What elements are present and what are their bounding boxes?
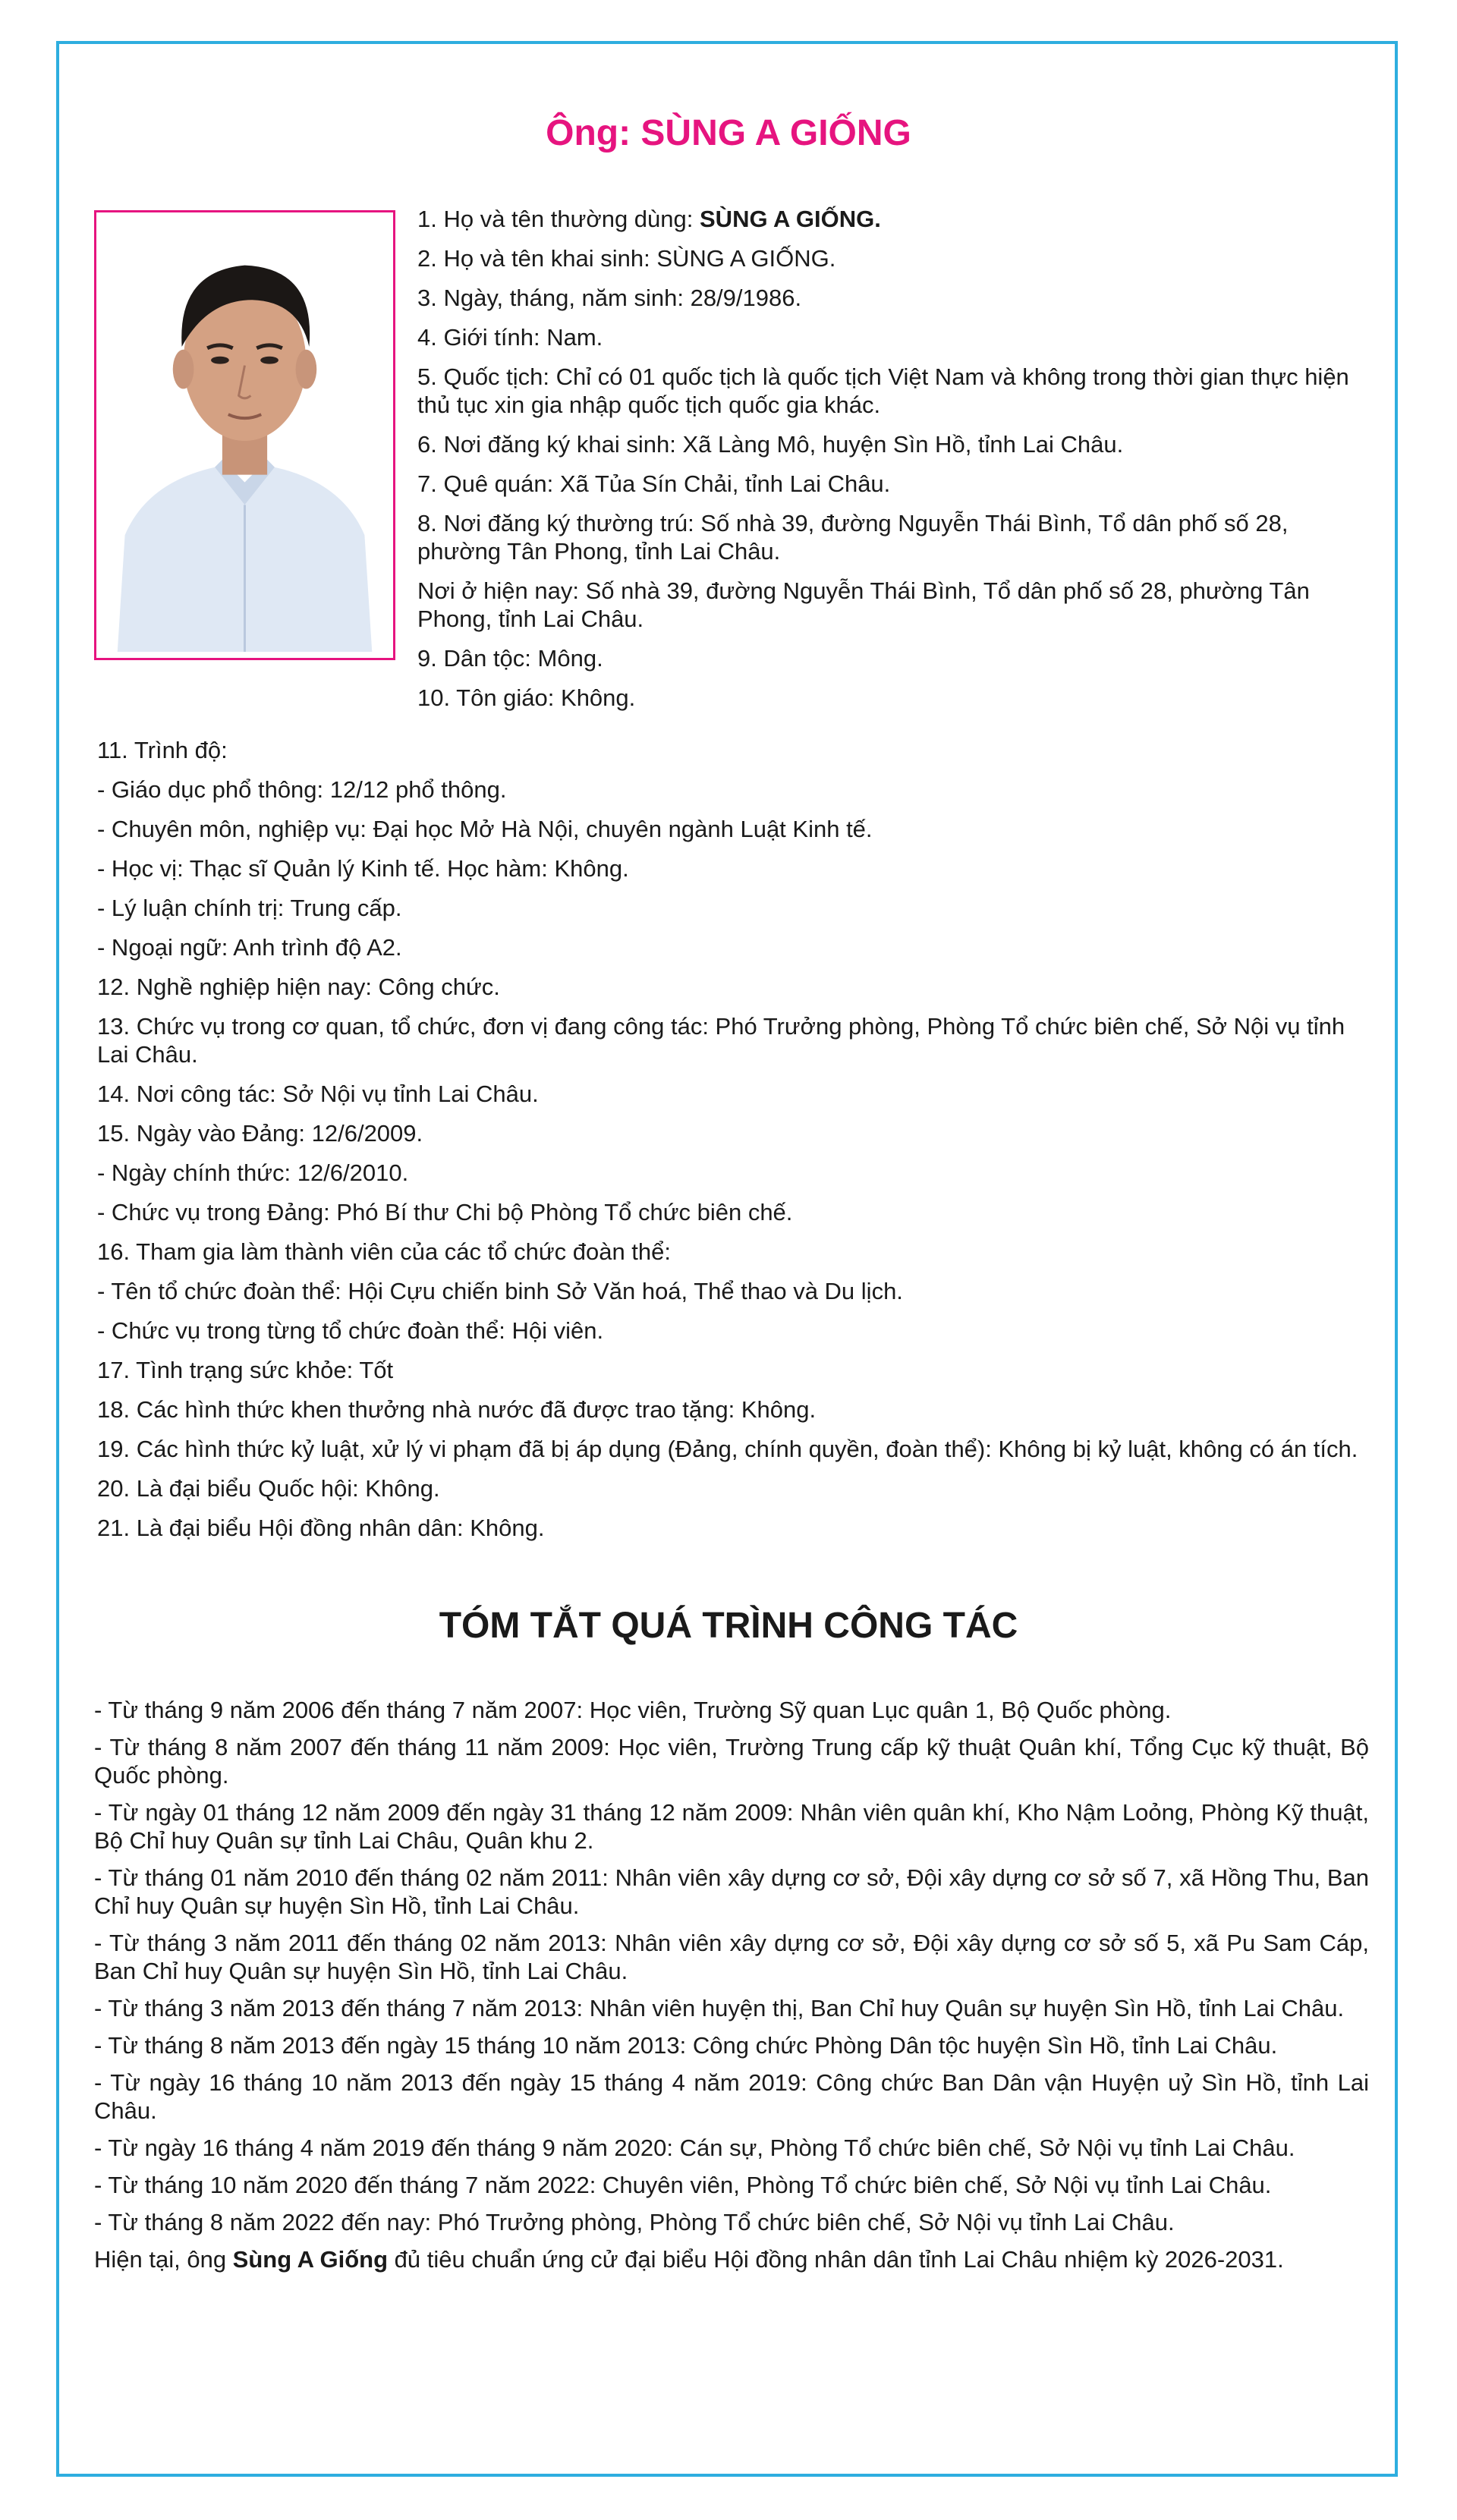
- portrait-illustration: [102, 219, 387, 652]
- career-item: - Từ tháng 8 năm 2007 đến tháng 11 năm 2009: Học viên, Trường Trung cấp kỹ thuật Quân khí, Tổng Cục kỹ thuật, Bộ Quốc phòng.: [94, 1734, 1369, 1789]
- career-item: - Từ ngày 01 tháng 12 năm 2009 đến ngày 31 tháng 12 năm 2009: Nhân viên quân khí, Kho Nậm Loỏng, Phòng Kỹ thuật, Bộ Chỉ huy Quân sự tỉnh Lai Châu, Quân khu 2.: [94, 1799, 1369, 1854]
- conclusion-text: Hiện tại, ông Sùng A Giống đủ tiêu chuẩn ứng cử đại biểu Hội đồng nhân dân tỉnh Lai Châu nhiệm kỳ 2026-2031.: [94, 2246, 1284, 2273]
- career-item: - Từ tháng 8 năm 2022 đến nay: Phó Trưởng phòng, Phòng Tổ chức biên chế, Sở Nội vụ tỉnh Lai Châu.: [94, 2209, 1175, 2235]
- career-summary-heading: TÓM TẮT QUÁ TRÌNH CÔNG TÁC: [439, 1606, 1018, 1646]
- detail-item: 16. Tham gia làm thành viên của các tổ chức đoàn thể:: [97, 1238, 672, 1265]
- career-item: - Từ tháng 3 năm 2013 đến tháng 7 năm 2013: Nhân viên huyện thị, Ban Chỉ huy Quân sự huyện Sìn Hồ, tỉnh Lai Châu.: [94, 1995, 1345, 2021]
- detail-item: - Học vị: Thạc sĩ Quản lý Kinh tế. Học hàm: Không.: [97, 855, 629, 882]
- detail-item: 14. Nơi công tác: Sở Nội vụ tỉnh Lai Châu.: [97, 1081, 539, 1107]
- career-item: - Từ tháng 10 năm 2020 đến tháng 7 năm 2022: Chuyên viên, Phòng Tổ chức biên chế, Sở Nội vụ tỉnh Lai Châu.: [94, 2172, 1272, 2198]
- info-permanent-residence: 8. Nơi đăng ký thường trú: Số nhà 39, đường Nguyễn Thái Bình, Tổ dân phố số 28, phường Tân Phong, tỉnh Lai Châu.: [417, 510, 1289, 565]
- info-date-of-birth: 3. Ngày, tháng, năm sinh: 28/9/1986.: [417, 285, 802, 311]
- detail-item: 19. Các hình thức kỷ luật, xử lý vi phạm đã bị áp dụng (Đảng, chính quyền, đoàn thể): Không bị kỷ luật, không có án tích.: [97, 1436, 1358, 1462]
- career-item: - Từ ngày 16 tháng 10 năm 2013 đến ngày 15 tháng 4 năm 2019: Công chức Ban Dân vận Huyện uỷ Sìn Hồ, tỉnh Lai Châu.: [94, 2069, 1369, 2124]
- candidate-name-heading: Ông: SÙNG A GIỐNG: [546, 113, 911, 153]
- info-birth-name: 2. Họ và tên khai sinh: SÙNG A GIỐNG.: [417, 245, 836, 272]
- personal-info-list: [417, 205, 1366, 723]
- info-nationality: 5. Quốc tịch: Chỉ có 01 quốc tịch là quốc tịch Việt Nam và không trong thời gian thực hiện thủ tục xin gia nhập quốc tịch quốc gia khác.: [417, 363, 1349, 418]
- career-item: - Từ tháng 9 năm 2006 đến tháng 7 năm 2007: Học viên, Trường Sỹ quan Lục quân 1, Bộ Quốc phòng.: [94, 1697, 1172, 1723]
- common-name-value: SÙNG A GIỐNG.: [700, 206, 881, 232]
- detail-item: 20. Là đại biểu Quốc hội: Không.: [97, 1475, 440, 1502]
- info-hometown: 7. Quê quán: Xã Tủa Sín Chải, tỉnh Lai Châu.: [417, 470, 891, 497]
- detail-item: - Chức vụ trong từng tổ chức đoàn thể: Hội viên.: [97, 1317, 604, 1344]
- detail-item: - Lý luận chính trị: Trung cấp.: [97, 895, 402, 921]
- info-birth-registration: 6. Nơi đăng ký khai sinh: Xã Làng Mô, huyện Sìn Hồ, tỉnh Lai Châu.: [417, 431, 1124, 458]
- detail-item: 11. Trình độ:: [97, 737, 228, 763]
- detail-item: 13. Chức vụ trong cơ quan, tổ chức, đơn vị đang công tác: Phó Trưởng phòng, Phòng Tổ chức biên chế, Sở Nội vụ tỉnh Lai Châu.: [97, 1013, 1345, 1068]
- detail-item: 18. Các hình thức khen thưởng nhà nước đã được trao tặng: Không.: [97, 1396, 817, 1423]
- info-common-name: 1. Họ và tên thường dùng: SÙNG A GIỐNG.: [417, 206, 881, 232]
- career-item: - Từ tháng 8 năm 2013 đến ngày 15 tháng 10 năm 2013: Công chức Phòng Dân tộc huyện Sìn Hồ, tỉnh Lai Châu.: [94, 2032, 1278, 2059]
- detail-item: 15. Ngày vào Đảng: 12/6/2009.: [97, 1120, 423, 1147]
- detail-item: - Ngày chính thức: 12/6/2010.: [97, 1159, 409, 1186]
- career-item: - Từ ngày 16 tháng 4 năm 2019 đến tháng 9 năm 2020: Cán sự, Phòng Tổ chức biên chế, Sở Nội vụ tỉnh Lai Châu.: [94, 2135, 1295, 2161]
- detail-item: - Tên tổ chức đoàn thể: Hội Cựu chiến binh Sở Văn hoá, Thể thao và Du lịch.: [97, 1278, 903, 1304]
- info-current-residence: Nơi ở hiện nay: Số nhà 39, đường Nguyễn Thái Bình, Tổ dân phố số 28, phường Tân Phong, tỉnh Lai Châu.: [417, 577, 1310, 632]
- detail-item: - Ngoại ngữ: Anh trình độ A2.: [97, 934, 402, 961]
- detail-item: 12. Nghề nghiệp hiện nay: Công chức.: [97, 974, 500, 1000]
- detail-item: 17. Tình trạng sức khỏe: Tốt: [97, 1357, 394, 1383]
- portrait-photo: [94, 210, 395, 660]
- info-ethnicity: 9. Dân tộc: Mông.: [417, 645, 603, 672]
- detail-item: 21. Là đại biểu Hội đồng nhân dân: Không.: [97, 1515, 545, 1541]
- details-list: [97, 736, 1372, 1553]
- career-list: [94, 1696, 1369, 2282]
- detail-item: - Giáo dục phổ thông: 12/12 phổ thông.: [97, 776, 507, 803]
- info-gender: 4. Giới tính: Nam.: [417, 324, 603, 351]
- career-item: - Từ tháng 01 năm 2010 đến tháng 02 năm 2011: Nhân viên xây dựng cơ sở, Đội xây dựng cơ sở số 7, xã Hồng Thu, Ban Chỉ huy Quân sự huyện Sìn Hồ, tỉnh Lai Châu.: [94, 1864, 1369, 1919]
- info-religion: 10. Tôn giáo: Không.: [417, 684, 636, 711]
- detail-item: - Chuyên môn, nghiệp vụ: Đại học Mở Hà Nội, chuyên ngành Luật Kinh tế.: [97, 816, 873, 842]
- detail-item: - Chức vụ trong Đảng: Phó Bí thư Chi bộ Phòng Tổ chức biên chế.: [97, 1199, 793, 1225]
- conclusion-name: Sùng A Giống: [232, 2246, 389, 2273]
- career-item: - Từ tháng 3 năm 2011 đến tháng 02 năm 2013: Nhân viên xây dựng cơ sở, Đội xây dựng cơ sở số 5, xã Pu Sam Cáp, Ban Chỉ huy Quân sự huyện Sìn Hồ, tỉnh Lai Châu.: [94, 1930, 1369, 1984]
